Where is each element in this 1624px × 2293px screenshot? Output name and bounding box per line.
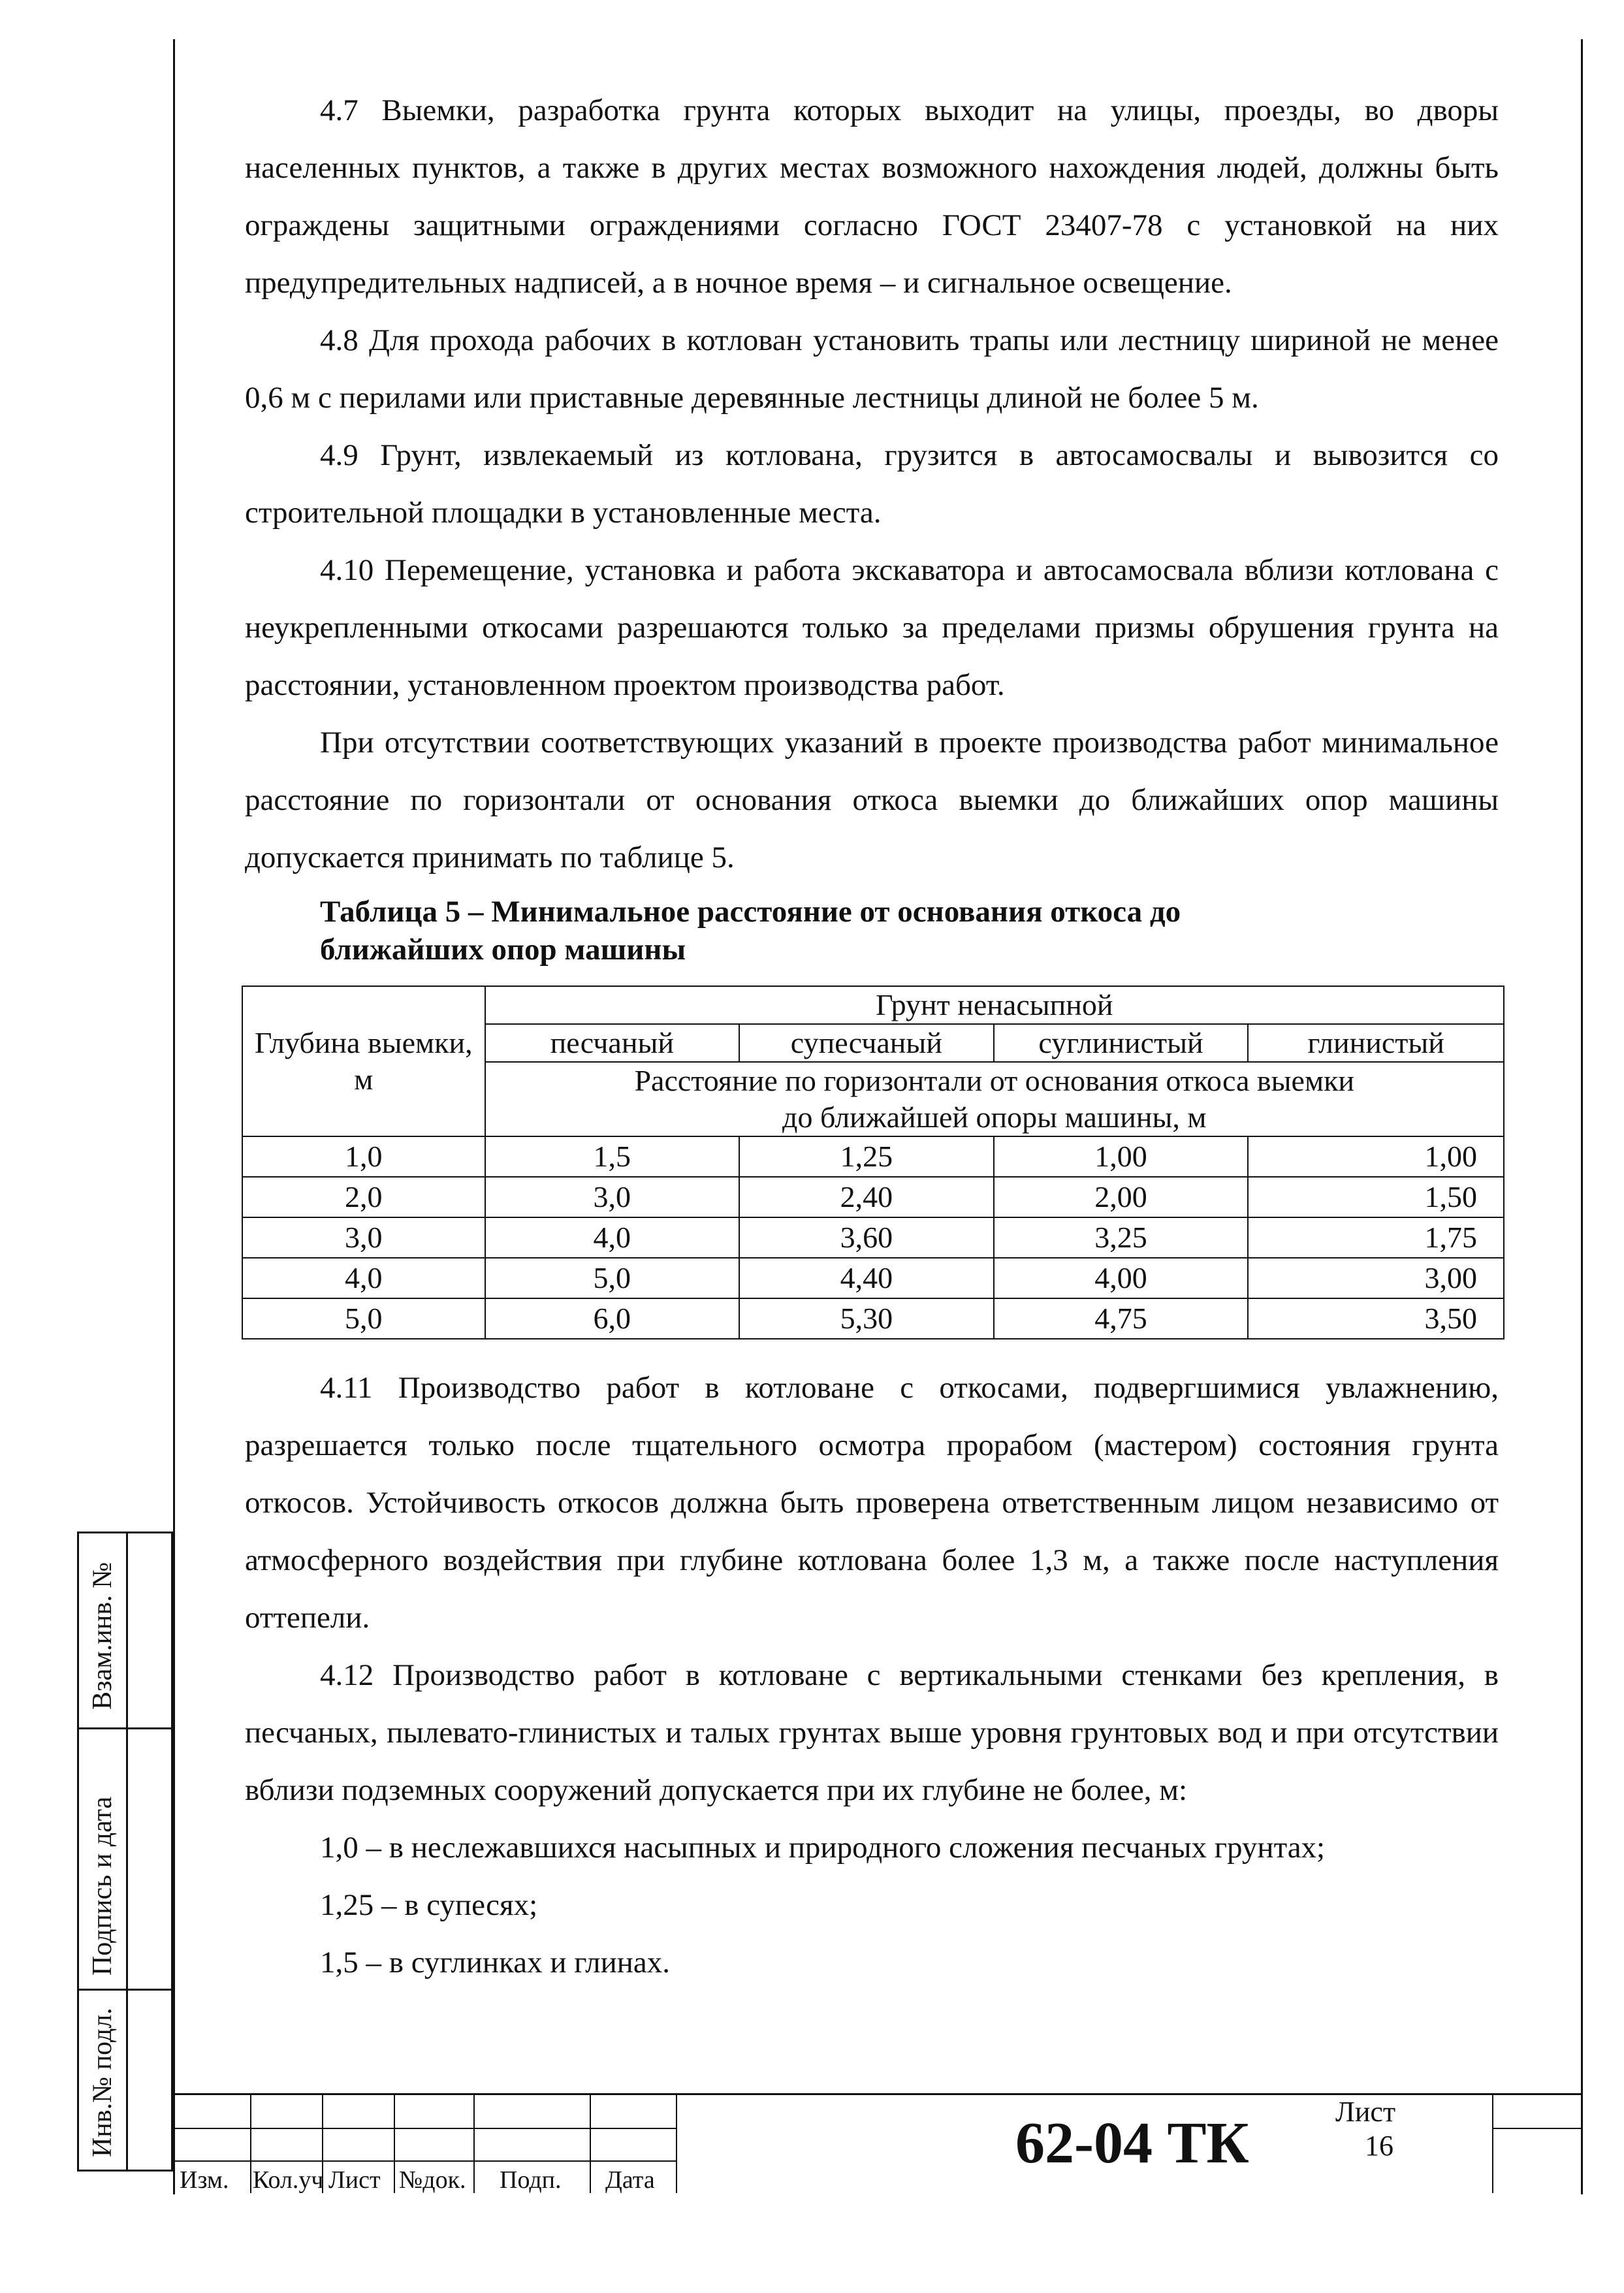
table-cell: 5,30	[739, 1298, 994, 1339]
table-cell: 3,0	[242, 1217, 485, 1258]
table-cell: 4,40	[739, 1258, 994, 1298]
soil-type-header: глинистый	[1248, 1024, 1504, 1062]
table-cell: 1,50	[1248, 1177, 1504, 1217]
table-cell: 6,0	[485, 1298, 740, 1339]
paragraph-4-9: 4.9 Грунт, извлекаемый из котлована, грузится в автосамосвалы и вывозится со строительной площадки в установленные места.	[245, 438, 1499, 530]
table-caption-line-2: ближайших опор машины	[320, 933, 686, 967]
distance-header-line-2: до ближайшей опоры машины, м	[782, 1100, 1207, 1134]
list-item-depth-1-25: 1,25 – в супесях;	[320, 1888, 538, 1922]
table-cell: 1,25	[739, 1136, 994, 1177]
table-cell: 1,75	[1248, 1217, 1504, 1258]
table-cell: 4,0	[242, 1258, 485, 1298]
distance-header	[485, 1062, 1504, 1136]
table-cell: 1,00	[1248, 1136, 1504, 1177]
list-item-depth-1-5: 1,5 – в суглинках и глинах.	[320, 1946, 670, 1980]
table-5	[242, 986, 1505, 1339]
paragraph-4-12: 4.12 Производство работ в котловане с вертикальными стенками без крепления, в песчаных, пылевато-глинистых и талых грунтах выше уровня грунтовых вод и при отсутствии вблизи подземных сооружений допускается при их глубине не более, м:	[245, 1658, 1499, 1807]
table-cell: 1,00	[994, 1136, 1249, 1177]
paragraph-4-7: 4.7 Выемки, разработка грунта которых выходит на улицы, проезды, во дворы населенных пунктов, а также в других местах возможного нахождения людей, должны быть ограждены защитными ограждениями согласно ГОСТ 23407-78 с установкой на них предупредительных надписей, а в ночное время – и сигнальное освещение.	[245, 93, 1499, 300]
label-list: Лист	[328, 2166, 381, 2194]
table-cell: 4,0	[485, 1217, 740, 1258]
distance-header-line-1: Расстояние по горизонтали от основания откоса выемки	[634, 1064, 1355, 1097]
table-cell: 1,5	[485, 1136, 740, 1177]
table-row	[242, 1217, 1504, 1258]
paragraph-4-8: 4.8 Для прохода рабочих в котлован установить трапы или лестницу шириной не менее 0,6 м с перилами или приставные деревянные лестницы длиной не более 5 м.	[245, 323, 1499, 415]
frame-right-border	[1581, 39, 1583, 2194]
paragraph-4-10: 4.10 Перемещение, установка и работа экскаватора и автосамосвала вблизи котлована с неукрепленными откосами разрешаются только за пределами призмы обрушения грунта на расстоянии, установленном проектом производства работ.	[245, 553, 1499, 702]
table-cell: 1,0	[242, 1136, 485, 1177]
table-row	[242, 1136, 1504, 1177]
table-cell: 2,40	[739, 1177, 994, 1217]
side-stamp	[77, 1531, 173, 2172]
depth-header-line-2: м	[354, 1063, 374, 1096]
side-stamp-podpis: Подпись и дата	[88, 1796, 118, 1976]
soil-type-header: суглинистый	[994, 1024, 1249, 1062]
table-caption-line-1: Таблица 5 – Минимальное расстояние от основания откоса до	[320, 895, 1181, 929]
table-cell: 4,00	[994, 1258, 1249, 1298]
paragraph-4-10-note: При отсутствии соответствующих указаний в проекте производства работ минимальное расстояние по горизонтали от основания откоса выемки до ближайших опор машины допускается принимать по таблице 5.	[245, 726, 1499, 874]
frame-left-border	[173, 39, 175, 2194]
depth-header	[242, 986, 485, 1136]
table-row	[242, 1177, 1504, 1217]
table-caption	[320, 893, 1499, 969]
table-cell: 3,00	[1248, 1258, 1504, 1298]
document-body	[245, 82, 1499, 1991]
table-cell: 3,60	[739, 1217, 994, 1258]
soil-type-header: супесчаный	[739, 1024, 994, 1062]
table-cell: 5,0	[242, 1298, 485, 1339]
depth-header-line-1: Глубина выемки,	[254, 1026, 473, 1059]
paragraph-4-11: 4.11 Производство работ в котловане с откосами, подвергшимися увлажнению, разрешается только после тщательного осмотра прорабом (мастером) состояния грунта откосов. Устойчивость откосов должна быть проверена ответственным лицом независимо от атмосферного воздействия при глубине котлована более 1,3 м, а также после наступления оттепели.	[245, 1371, 1499, 1635]
table-cell: 3,0	[485, 1177, 740, 1217]
label-podp: Подп.	[500, 2166, 562, 2194]
sheet-number: 16	[1365, 2130, 1393, 2162]
label-izm: Изм.	[180, 2166, 229, 2194]
table-cell: 3,50	[1248, 1298, 1504, 1339]
label-kol-uch: Кол.уч	[253, 2166, 324, 2194]
sheet-label: Лист	[1335, 2096, 1396, 2128]
side-stamp-vzam: Взам.инв. №	[88, 1562, 118, 1710]
label-data: Дата	[605, 2166, 655, 2194]
list-item-depth-1-0: 1,0 – в неслежавшихся насыпных и природного сложения песчаных грунтах;	[320, 1831, 1326, 1865]
document-code: 62-04 ТК	[1015, 2111, 1249, 2175]
table-cell: 4,75	[994, 1298, 1249, 1339]
group-header: Грунт ненасыпной	[485, 986, 1504, 1024]
label-ndok: №док.	[399, 2166, 466, 2194]
table-cell: 2,0	[242, 1177, 485, 1217]
side-stamp-inv: Инв.№ подл.	[88, 2008, 118, 2157]
table-row	[242, 1258, 1504, 1298]
table-cell: 5,0	[485, 1258, 740, 1298]
table-row	[242, 1298, 1504, 1339]
table-cell: 3,25	[994, 1217, 1249, 1258]
table-cell: 2,00	[994, 1177, 1249, 1217]
soil-type-header: песчаный	[485, 1024, 740, 1062]
